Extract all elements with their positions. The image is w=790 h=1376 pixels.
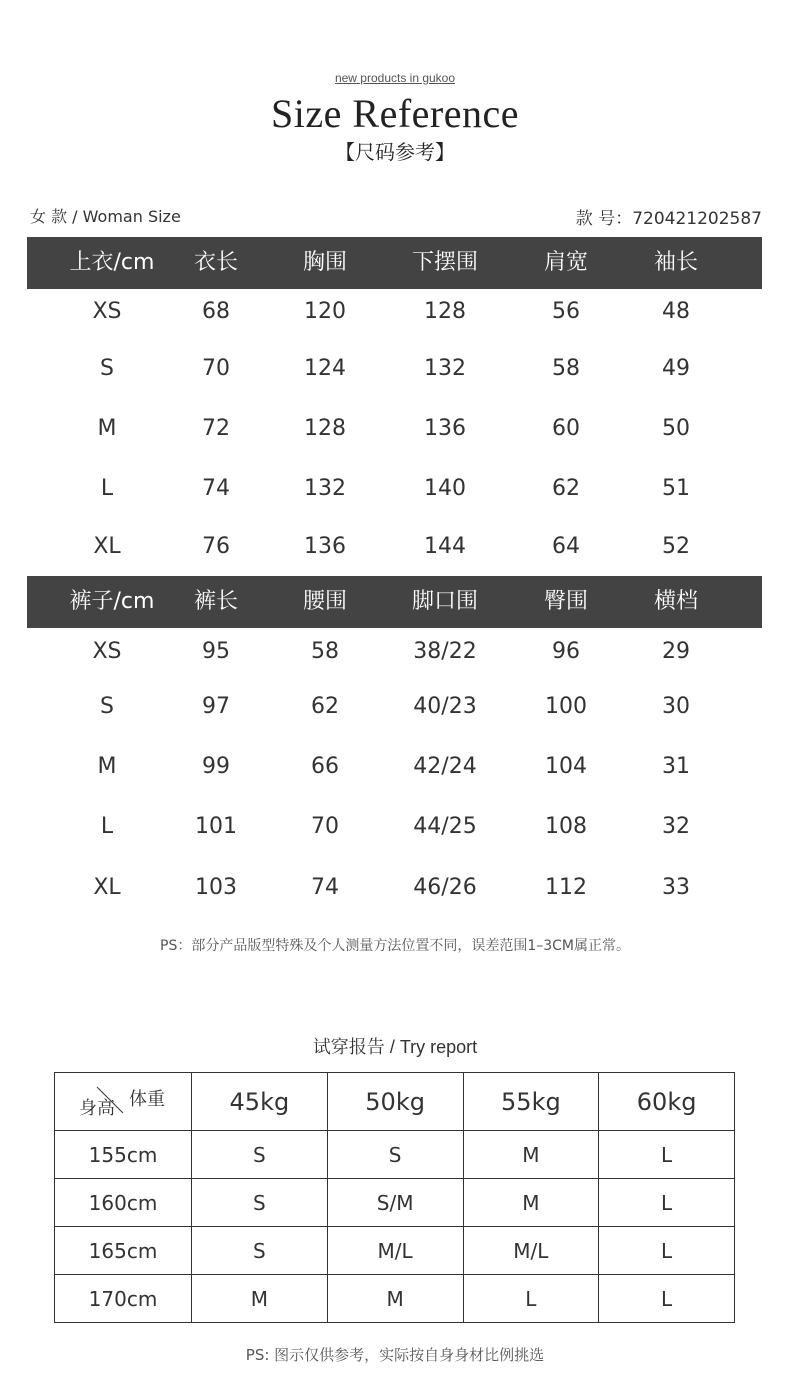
height-cell: 165cm	[55, 1227, 192, 1275]
pants-header-cell: 裤长	[193, 589, 239, 614]
weight-header: 50kg	[327, 1073, 463, 1131]
size-cell: L	[599, 1227, 735, 1275]
table-cell: 74	[202, 476, 230, 501]
size-cell: M	[327, 1275, 463, 1323]
table-cell: 68	[202, 299, 230, 324]
size-cell: L	[599, 1179, 735, 1227]
table-cell: 76	[202, 534, 230, 559]
try-report-row	[55, 1131, 735, 1179]
page-subtitle: 【尺码参考】	[335, 140, 455, 164]
table-cell: 132	[424, 356, 466, 381]
pants-row	[27, 632, 762, 672]
height-cell: 160cm	[55, 1179, 192, 1227]
table-cell: 46/26	[413, 875, 477, 900]
size-cell: L	[463, 1275, 599, 1323]
table-cell: 101	[195, 814, 237, 839]
pants-row	[27, 687, 762, 727]
table-cell: 30	[662, 694, 690, 719]
table-cell: 33	[662, 875, 690, 900]
tops-row	[27, 527, 762, 567]
table-cell: 52	[662, 534, 690, 559]
size-label: S	[100, 356, 114, 381]
table-cell: 95	[202, 639, 230, 664]
table-cell: 136	[304, 534, 346, 559]
height-axis-label: 身高	[79, 1098, 115, 1119]
try-report-title-cn: 试穿报告	[312, 1037, 385, 1058]
table-cell: 128	[304, 416, 346, 441]
try-report-row	[55, 1179, 735, 1227]
size-label: M	[97, 416, 117, 441]
table-cell: 104	[545, 754, 587, 779]
pants-row	[27, 868, 762, 908]
try-report-title-en: / Try report	[384, 1037, 478, 1057]
size-cell: M/L	[327, 1227, 463, 1275]
size-label: XL	[93, 875, 121, 900]
table-cell: 144	[424, 534, 466, 559]
weight-header: 45kg	[192, 1073, 328, 1131]
table-cell: 48	[662, 299, 690, 324]
try-report-row	[55, 1275, 735, 1323]
size-label: L	[100, 476, 114, 501]
table-cell: 112	[545, 875, 587, 900]
tops-header-cell: 上衣/cm	[69, 250, 155, 275]
table-cell: 32	[662, 814, 690, 839]
height-cell: 170cm	[55, 1275, 192, 1323]
table-cell: 38/22	[413, 639, 477, 664]
table-cell: 64	[552, 534, 580, 559]
table-cell: 49	[662, 356, 690, 381]
tops-row	[27, 469, 762, 509]
size-cell: L	[599, 1275, 735, 1323]
table-cell: 124	[304, 356, 346, 381]
category-label: 女 款 / Woman Size	[30, 207, 181, 226]
try-report-row	[55, 1227, 735, 1275]
table-cell: 58	[311, 639, 339, 664]
tops-header-cell: 下摆围	[411, 250, 479, 275]
table-cell: 31	[662, 754, 690, 779]
measurement-note: PS：部分产品版型特殊及个人测量方法位置不同，误差范围1–3CM属正常。	[160, 938, 630, 954]
size-label: XS	[92, 299, 122, 324]
tops-row	[27, 349, 762, 389]
table-cell: 140	[424, 476, 466, 501]
page-title: Size Reference	[271, 91, 519, 136]
size-cell: S/M	[327, 1179, 463, 1227]
tops-row	[27, 409, 762, 449]
try-report-title	[0, 1033, 790, 1059]
try-report-table	[54, 1072, 735, 1323]
pants-row	[27, 747, 762, 787]
size-label: L	[100, 814, 114, 839]
table-cell: 44/25	[413, 814, 477, 839]
pants-header-cell: 腰围	[302, 589, 348, 614]
table-cell: 103	[195, 875, 237, 900]
pants-row	[27, 807, 762, 847]
size-label: XS	[92, 639, 122, 664]
size-label: XL	[93, 534, 121, 559]
table-cell: 29	[662, 639, 690, 664]
tops-header-cell: 袖长	[653, 250, 699, 275]
table-cell: 120	[304, 299, 346, 324]
diagonal-line	[55, 1073, 191, 1130]
size-cell: M/L	[463, 1227, 599, 1275]
table-cell: 58	[552, 356, 580, 381]
table-cell: 51	[662, 476, 690, 501]
height-cell: 155cm	[55, 1131, 192, 1179]
size-cell: S	[327, 1131, 463, 1179]
weight-axis-label: 体重	[129, 1089, 165, 1110]
size-cell: S	[192, 1131, 328, 1179]
size-cell: S	[192, 1179, 328, 1227]
table-cell: 99	[202, 754, 230, 779]
weight-header: 55kg	[463, 1073, 599, 1131]
style-number: 款 号：720421202587	[575, 209, 762, 229]
table-cell: 56	[552, 299, 580, 324]
table-cell: 100	[545, 694, 587, 719]
table-cell: 70	[202, 356, 230, 381]
table-cell: 40/23	[413, 694, 477, 719]
size-cell: M	[463, 1179, 599, 1227]
weight-header: 60kg	[599, 1073, 735, 1131]
table-cell: 70	[311, 814, 339, 839]
tops-header-cell: 衣长	[193, 250, 239, 275]
pants-header-cell: 裤子/cm	[69, 589, 155, 614]
size-cell: S	[192, 1227, 328, 1275]
pants-header-cell: 臀围	[543, 589, 589, 614]
table-cell: 62	[552, 476, 580, 501]
tops-row	[27, 292, 762, 332]
table-cell: 66	[311, 754, 339, 779]
size-cell: L	[599, 1131, 735, 1179]
tops-table-header	[27, 237, 762, 289]
size-label: S	[100, 694, 114, 719]
table-cell: 62	[311, 694, 339, 719]
pants-header-cell: 横档	[653, 589, 699, 614]
size-cell: M	[463, 1131, 599, 1179]
corner-cell	[55, 1073, 192, 1131]
table-cell: 60	[552, 416, 580, 441]
pants-table-header	[27, 576, 762, 628]
table-cell: 128	[424, 299, 466, 324]
table-cell: 96	[552, 639, 580, 664]
table-cell: 97	[202, 694, 230, 719]
table-cell: 72	[202, 416, 230, 441]
table-cell: 132	[304, 476, 346, 501]
tops-header-cell: 胸围	[302, 250, 348, 275]
table-cell: 42/24	[413, 754, 477, 779]
table-cell: 74	[311, 875, 339, 900]
size-label: M	[97, 754, 117, 779]
tops-header-cell: 肩宽	[543, 250, 589, 275]
tagline: new products in gukoo	[334, 71, 456, 85]
table-cell: 50	[662, 416, 690, 441]
try-report-header-row	[55, 1073, 735, 1131]
table-cell: 136	[424, 416, 466, 441]
size-cell: M	[192, 1275, 328, 1323]
reference-note: PS: 图示仅供参考，实际按自身身材比例挑选	[245, 1346, 545, 1364]
table-cell: 108	[545, 814, 587, 839]
pants-header-cell: 脚口围	[411, 589, 479, 614]
